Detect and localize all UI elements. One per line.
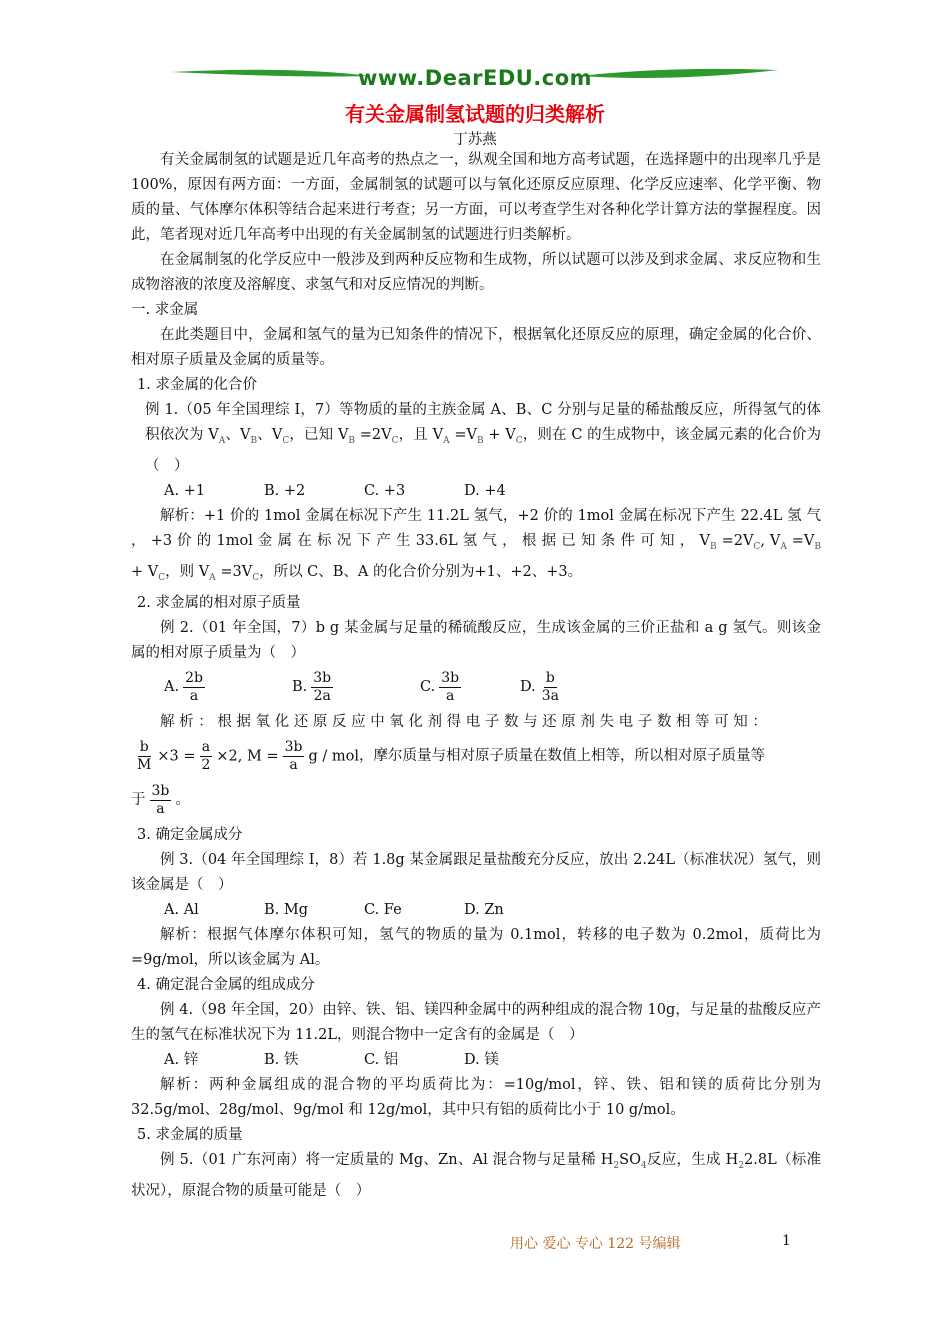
q1-answer: 解析：+1 价的 1mol 金属在标况下产生 11.2L 氢气，+2 价的 1mol 金属在标况下产生 22.4L 氢 气 ， +3 价 的 1mol 金 属 在 标 况 下 产 生 33.6L 氢 气 ， 根 据 已 知 条 件 可 知 ， $V_B =2V_C$, $V_A =V_B + V_C$，则 $V_A =3V_C$，所以 C、B、A 的化合价分别为+1、+2、+3。	[131, 507, 822, 583]
section-heading: 一. 求金属	[131, 302, 199, 318]
option-a: A. +1	[164, 482, 206, 499]
author: 丁苏燕	[453, 132, 497, 148]
q3-answer: 解析：根据气体摩尔体积可知，氢气的物质的量为 0.1mol，转移的电子数为 0.2mol，质荷比为=9g/mol，所以该金属为 Al。	[131, 926, 821, 968]
q1-heading: 1. 求金属的化合价	[137, 377, 257, 393]
formula-volumes: $V_A$、$V_B$、$V_C$	[208, 427, 290, 446]
q3-options	[131, 898, 821, 923]
q4-answer: 解析：两种金属组成的混合物的平均质荷比为：=10g/mol，锌、铁、铝和镁的质荷比分别为 32.5g/mol、28g/mol、9g/mol 和 12g/mol，其中只有铝的质荷比小于 10 g/mol。	[131, 1076, 821, 1118]
option-a: A. Al	[164, 901, 199, 918]
q4-options	[131, 1048, 821, 1073]
page-footer	[0, 1233, 950, 1253]
q3-stem: 例 3.（04 年全国理综 I，8）若 1.8g 某金属跟足量盐酸充分反应，放出 2.24L（标准状况）氢气，则该金属是（ ）	[131, 851, 821, 893]
option-b: B. $\frac{3b}{2a}$	[292, 670, 332, 705]
option-b: B. 铁	[264, 1051, 299, 1068]
q2-options	[131, 666, 821, 710]
option-c: C. +3	[364, 482, 406, 499]
page-number: 1	[782, 1233, 791, 1249]
option-c: C. 铝	[364, 1051, 399, 1068]
q2-answer-intro: 解 析 ： 根 据 氧 化 还 原 反 应 中 氧 化 剂 得 电 子 数 与 还 原 剂 失 电 子 数 相 等 可 知 ：	[160, 713, 767, 730]
footer-slogan: 用心 爱心 专心 122 号编辑	[510, 1236, 681, 1252]
formula-h2: $H_2$	[725, 1151, 745, 1171]
option-d: D. $\frac{b}{3a}$	[520, 670, 559, 705]
option-b: B. Mg	[264, 901, 309, 918]
page-title: 有关金属制氢试题的归类解析	[345, 102, 605, 126]
option-d: D. 镁	[464, 1051, 499, 1068]
q4-heading: 4. 确定混合金属的组成成分	[137, 976, 315, 993]
formula-h2so4: $H_2SO_4$	[600, 1151, 647, 1171]
q2-heading: 2. 求金属的相对原子质量	[137, 594, 301, 611]
article-body	[131, 148, 821, 1204]
intro-paragraph-2: 在金属制氢的化学反应中一般涉及到两种反应物和生成物，所以试题可以涉及到求金属、求反应物和生成物溶液的浓度及溶解度、求氢气和对反应情况的判断。	[131, 252, 821, 293]
option-a: A. 锌	[164, 1051, 199, 1068]
formula-va: $V_A =V_B + V_C$	[432, 427, 523, 446]
q1-options	[131, 479, 821, 504]
site-name[interactable]: www.DearEDU.com	[357, 66, 593, 90]
formula-equation: $\frac{b}{M}$ ×3 = $\frac{a}{2}$ ×2, M = $\frac{3b}{a}$ g / mol	[137, 739, 359, 774]
q3-heading: 3. 确定金属成分	[137, 826, 243, 843]
q1-stem: 例 1.（05 年全国理综 I，7）等物质的量的主族金属 A、B、C 分别与足量的稀盐酸反应，所得氢气的体积依次为 $V_A$、$V_B$、$V_C$，已知 $V_B =2V_C$，且 $V_A =V_B + V_C$，则在 C 的生成物中，该金属元素的化合价为（ ）	[145, 402, 822, 474]
q5-stem: 例 5.（01 广东河南）将一定质量的 Mg、Zn、Al 混合物与足量稀 $H_2SO_4$反应，生成 $H_22.8L$（标准状况），原混合物的质量可能是（ ）	[131, 1151, 822, 1199]
formula-vb: $V_B =2V_C$	[337, 427, 399, 446]
site-banner	[170, 62, 780, 98]
option-b: B. +2	[264, 482, 306, 499]
option-c: C. Fe	[364, 901, 402, 918]
q2-stem: 例 2.（01 年全国，7）b g 某金属与足量的稀硫酸反应，生成该金属的三价正盐和 a g 氢气。则该金属的相对原子质量为（ ）	[131, 619, 821, 661]
q2-equation: $\frac{b}{M}$ ×3 = $\frac{a}{2}$ ×2, M = $\frac{3b}{a}$ g / mol ，摩尔质量与相对原子质量在数值上相等，所以相对原子质量等	[131, 735, 821, 779]
intro-paragraph-1: 有关金属制氢的试题是近几年高考的热点之一，纵观全国和地方高考试题，在选择题中的出现率几乎是100%，原因有两方面：一方面，金属制氢的试题可以与氧化还原反应原理、化学反应速率、化学平衡、物质的量、气体摩尔体积等结合起来进行考查；另一方面，可以考查学生对各种化学计算方法的掌握程度。因此，笔者现对近几年高考中出现的有关金属制氢的试题进行归类解析。	[131, 152, 821, 243]
option-d: D. Zn	[464, 901, 504, 918]
q5-heading: 5. 求金属的质量	[137, 1126, 243, 1143]
formula-answer-2: $V_A =3V_C$	[198, 563, 260, 583]
section-description: 在此类题目中，金属和氢气的量为已知条件的情况下，根据氧化还原反应的原理，确定金属的化合价、相对原子质量及金属的质量等。	[131, 327, 821, 368]
q2-conclusion: 于 $\frac{3b}{a}$ 。	[131, 783, 190, 818]
option-a: A. $\frac{2b}{a}$	[164, 670, 203, 705]
option-c: C. $\frac{3b}{a}$	[420, 670, 460, 705]
q4-stem: 例 4.（98 年全国，20）由锌、铁、铝、镁四种金属中的两种组成的混合物 10g，与足量的盐酸反应产生的氢气在标准状况下为 11.2L，则混合物中一定含有的金属是（ ）	[131, 1001, 821, 1043]
option-d: D. +4	[464, 482, 506, 499]
formula-answer-1: $V_B =2V_C$, $V_A =V_B + V_C$	[131, 532, 822, 583]
